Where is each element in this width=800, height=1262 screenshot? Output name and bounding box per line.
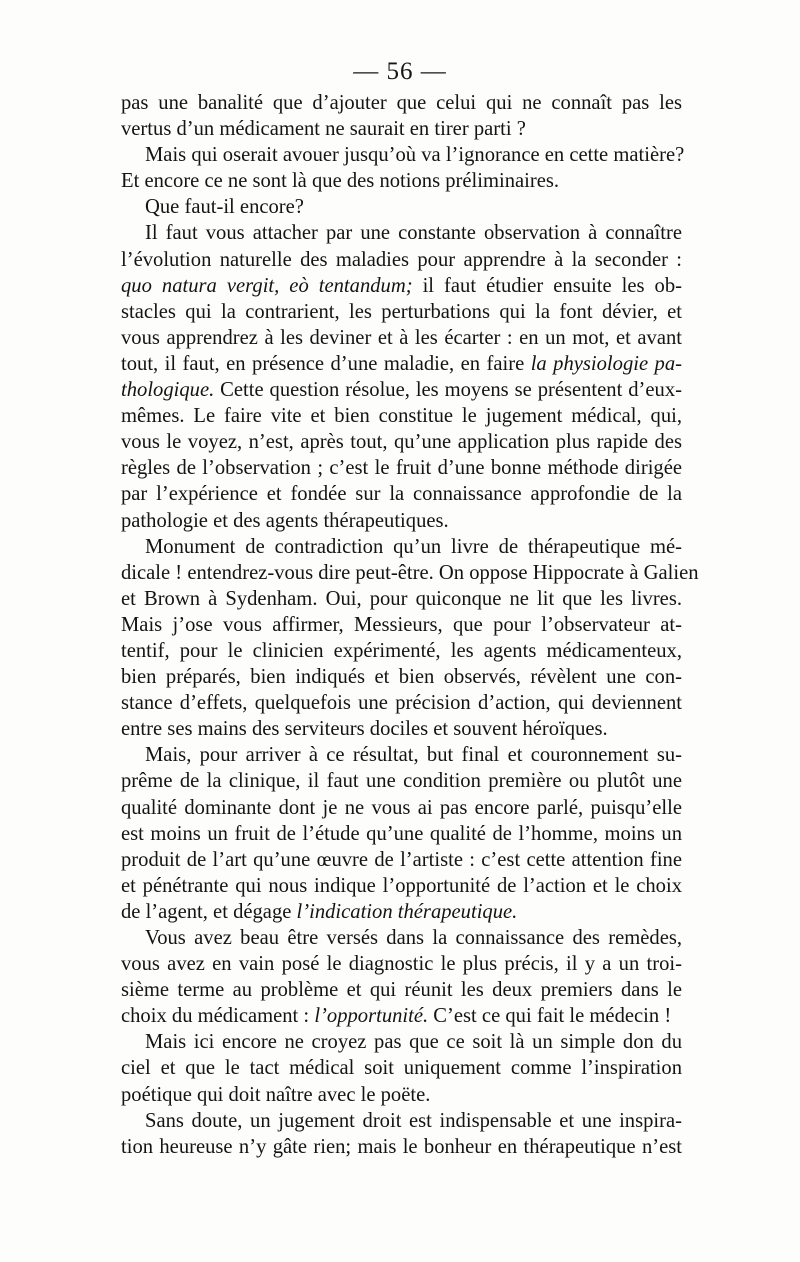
text-line (121, 586, 682, 612)
text-line (121, 612, 682, 638)
text-segment: Cette question résolue, les moyens se présentent d’eux- (214, 379, 682, 402)
text-segment: et pénétrante qui nous indique l’opportunité de l’action et le choix (121, 874, 682, 897)
text-line (121, 977, 682, 1003)
text-segment: Mais qui oserait avouer jusqu’où va l’ignorance en cette matière? (145, 144, 685, 167)
text-line (121, 1003, 682, 1029)
text-segment: pas une banalité que d’ajouter que celui qui ne connaît pas les (121, 92, 682, 114)
text-line (121, 873, 682, 899)
text-segment: Sans doute, un jugement droit est indispensable et une inspira- (145, 1109, 682, 1132)
text-segment: tout, il faut, en présence d’une maladie, en faire (121, 352, 531, 375)
text-segment: produit de l’art qu’une œuvre de l’artiste : c’est cette attention fine (121, 848, 682, 871)
text-segment: sième terme au problème et qui réunit les deux premiers dans le (121, 979, 682, 1002)
text-segment: Mais, pour arriver à ce résultat, but final et couronnement su- (145, 744, 682, 767)
text-line (121, 168, 682, 194)
text-segment: poétique qui doit naître avec le poëte. (121, 1083, 431, 1106)
text-segment: qualité dominante dont je ne vous ai pas encore parlé, puisqu’elle (121, 796, 682, 819)
text-line (121, 1134, 682, 1160)
body-text (121, 90, 699, 1160)
text-segment: de l’agent, et dégage (121, 900, 297, 923)
text-line (121, 821, 682, 847)
text-segment: Mais ici encore ne croyez pas que ce soit là un simple don du (145, 1031, 682, 1054)
text-line (121, 325, 682, 351)
text-line (121, 351, 682, 377)
italic-text: l’indication thérapeutique. (296, 900, 518, 923)
text-segment: il faut étudier ensuite les ob- (412, 274, 682, 297)
text-segment: règles de l’observation ; c’est le fruit d’une bonne méthode dirigée (121, 457, 682, 480)
text-line (121, 1055, 682, 1081)
text-line (121, 925, 682, 951)
text-segment: l’évolution naturelle des maladies pour apprendre à la seconder : (121, 248, 682, 271)
text-line (121, 247, 682, 273)
text-segment: Vous avez beau être versés dans la connaissance des remèdes, (145, 927, 682, 949)
text-segment: et Brown à Sydenham. Oui, pour quiconque ne lit que les livres. (121, 587, 682, 610)
text-segment: Il faut vous attacher par une constante observation à connaître (145, 222, 682, 245)
text-segment: prême de la clinique, il faut une condition première ou plutôt une (121, 770, 682, 793)
text-line (121, 742, 682, 768)
text-line (121, 429, 682, 455)
text-line (121, 455, 682, 481)
text-segment: vous le voyez, n’est, après tout, qu’une application plus rapide des (121, 431, 682, 454)
text-line (121, 1029, 682, 1055)
text-segment: entre ses mains des serviteurs dociles et souvent héroïques. (121, 718, 608, 741)
text-segment: est moins un fruit de l’étude qu’une qualité de l’homme, moins un (121, 822, 682, 845)
text-line (121, 560, 699, 586)
text-line (121, 768, 682, 794)
text-segment: bien préparés, bien indiqués et bien observés, révèlent une con- (121, 666, 682, 689)
text-line (121, 1108, 682, 1134)
text-segment: vertus d’un médicament ne saurait en tirer parti ? (121, 118, 526, 141)
text-line (121, 716, 682, 742)
text-line (121, 403, 682, 429)
text-segment: mêmes. Le faire vite et bien constitue le jugement médical, qui, (121, 405, 682, 428)
text-segment: pathologie et des agents thérapeutiques. (121, 509, 449, 532)
text-line (121, 534, 682, 560)
italic-text: l’opportunité. (314, 1005, 429, 1028)
text-segment: Monument de contradiction qu’un livre de thérapeutique mé- (145, 535, 682, 558)
text-line (121, 847, 682, 873)
text-line (121, 116, 682, 142)
text-line (121, 299, 682, 325)
text-segment: C’est ce qui fait le médecin ! (428, 1005, 672, 1028)
text-segment: Mais j’ose vous affirmer, Messieurs, que pour l’observateur at- (121, 613, 682, 636)
text-segment: vous avez en vain posé le diagnostic le plus précis, il y a un troi- (121, 953, 682, 976)
text-line (121, 194, 682, 220)
text-line (121, 690, 682, 716)
text-segment: Et encore ce ne sont là que des notions préliminaires. (121, 170, 560, 193)
text-segment: stance d’effets, quelquefois une précision d’action, qui deviennent (121, 692, 682, 715)
text-segment: tentif, pour le clinicien expérimenté, les agents médicamenteux, (121, 639, 682, 662)
text-line (121, 273, 682, 299)
text-line (121, 638, 682, 664)
text-line (121, 664, 682, 690)
text-segment: dicale ! entendrez-vous dire peut-être. On oppose Hippocrate à Galien (121, 561, 699, 584)
text-line (121, 90, 682, 116)
italic-text: quo natura vergit, eò tentandum; (121, 274, 413, 297)
text-segment: vous apprendrez à les deviner et à les écarter : en un mot, et avant (121, 326, 682, 349)
page-number: — 56 — (353, 58, 447, 85)
text-line (121, 951, 682, 977)
text-line (121, 481, 682, 507)
text-line (121, 508, 682, 534)
italic-text: la physiologie pa- (530, 352, 683, 375)
text-segment: Que faut-il encore? (145, 196, 304, 219)
text-segment: par l’expérience et fondée sur la connaissance approfondie de la (121, 483, 682, 506)
text-segment: ciel et que le tact médical soit uniquement comme l’inspiration (121, 1057, 682, 1080)
italic-text: thologique. (121, 379, 215, 402)
text-line (121, 899, 682, 925)
text-line (121, 220, 682, 246)
text-segment: stacles qui la contrarient, les perturbations qui la font dévier, et (121, 300, 682, 323)
text-line (121, 1082, 682, 1108)
text-segment: tion heureuse n’y gâte rien; mais le bonheur en thérapeutique n’est (121, 1135, 682, 1158)
text-line (121, 377, 682, 403)
text-segment: choix du médicament : (121, 1005, 315, 1028)
text-line (121, 142, 685, 168)
text-line (121, 795, 682, 821)
